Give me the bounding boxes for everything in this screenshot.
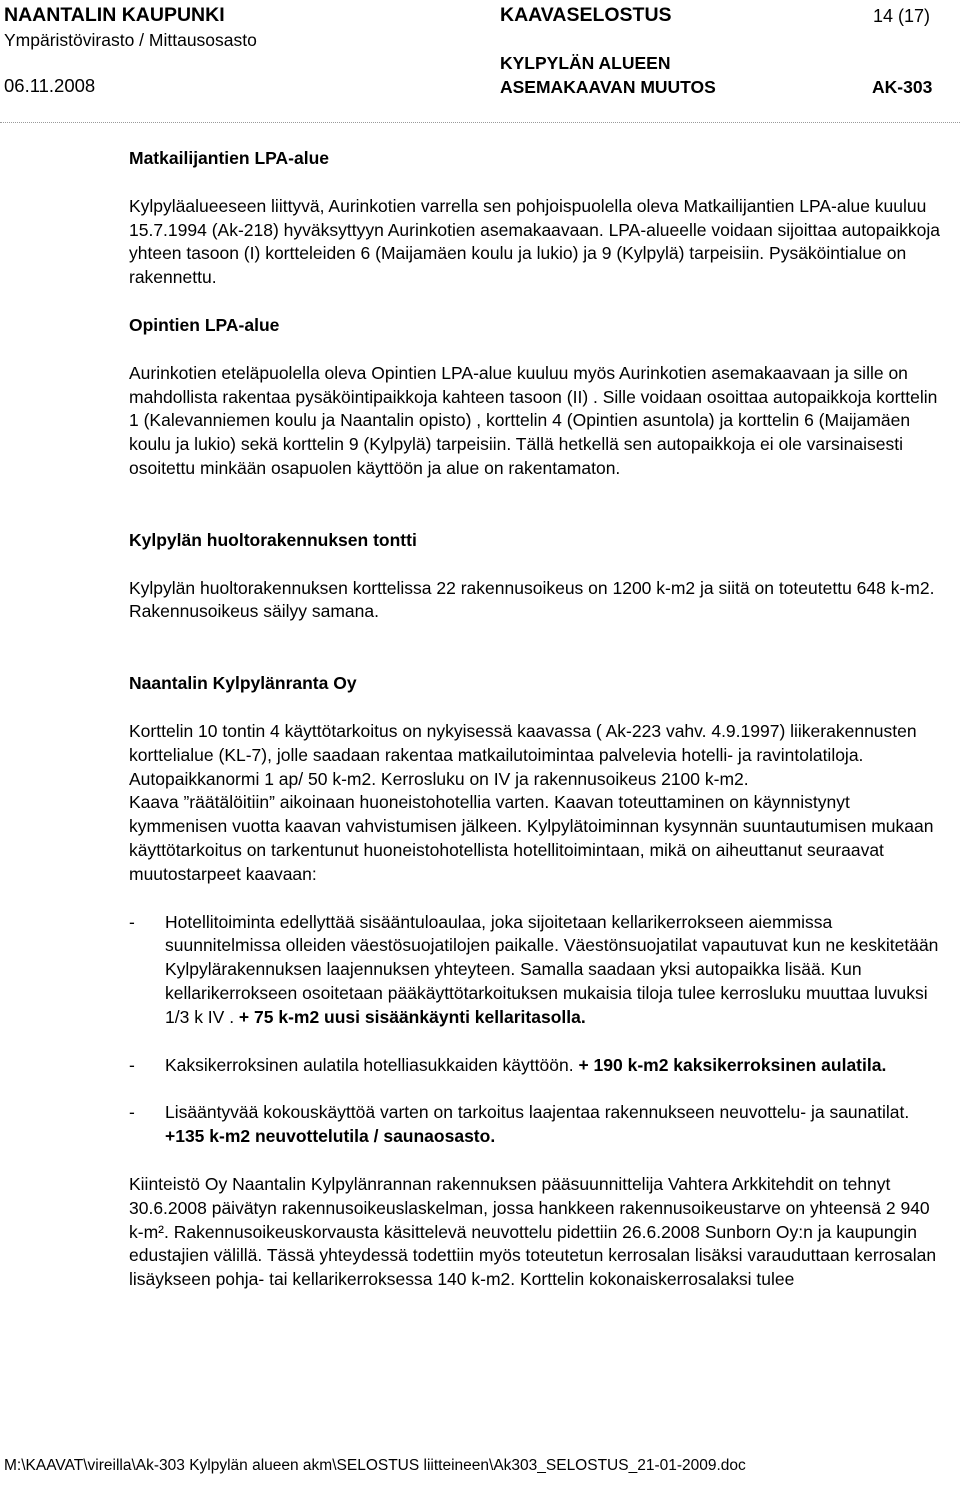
paragraph-matkailijantie: Kylpyläalueeseen liittyvä, Aurinkotien varrella sen pohjoispuolella oleva Matkailijantien LPA-alue kuuluu 15.7.1994 (Ak-218) hyväksyttyyn Aurinkotien asemakaavaan. LPA-alueelle voidaan sijoittaa autopaikkoja yhteen tasoon (I) kortteleiden 6 (Maijamäen koulu ja lukio) ja 9 (Kylpylä) tarpeisiin. Pysäköintialue on rakennettu. [129,195,940,288]
list-item-text: Kaksikerroksinen aulatila hotelliasukkaiden käyttöön. [165,1054,574,1075]
section-heading-matkailijantie: Matkailijantien LPA-alue [129,148,329,168]
document-body [129,147,945,1292]
plan-code: AK-303 [872,77,933,97]
bullet-dash: - [129,911,135,932]
paragraph-opintie: Aurinkotien eteläpuolella oleva Opintien LPA-alue kuuluu myös Aurinkotien asemakaavaan ja sille on mahdollista rakentaa pysäköintipaikkoja kahteen tasoon (II) . Sille voidaan osoittaa autopaikkoja korttelin 1 (Kalevanniemen koulu ja Naantalin opisto) , korttelin 4 (Opintien asuntola) ja korttelin 6 (Maijamäen koulu ja lukio) sekä korttelin 9 (Kylpylä) tarpeisiin. Tällä hetkellä sen autopaikkoja ei ole varsinaisesti osoitettu minkään osapuolen käyttöön ja alue on rakentamaton. [129,362,938,478]
section-heading-opintie: Opintien LPA-alue [129,314,280,335]
list-item-bold: +135 k-m2 neuvottelutila / saunaosasto. [165,1126,496,1147]
document-date: 06.11.2008 [4,75,96,96]
list-item [129,911,945,1030]
department-name: Ympäristövirasto / Mittausosasto [4,30,257,50]
footer-file-path: M:\KAAVAT\vireilla\Ak-303 Kylpylän alueen akm\SELOSTUS liitteineen\Ak303_SELOSTUS_21-01-2009.doc [4,1457,746,1474]
paragraph-kylpylanranta-3: Kiinteistö Oy Naantalin Kylpylänrannan rakennuksen pääsuunnittelija Vahtera Arkkitehdit on tehnyt 30.6.2008 päivätyn rakennusoikeuslaskelman, jossa hankkeen rakennusoikeustarve on yhteensä 2 940 k-m². Rakennusoikeuskorvausta käsittelevä neuvottelu pidettiin 26.6.2008 Sunborn Oy:n ja kaupungin edustajien välillä. Tässä yhteydessä todettiin myös toteutetun kerrosalan lisäksi varauduttaan kerrosalan lisäykseen pohja- tai kellarikerroksessa 140 k-m2. Korttelin kokonaiskerrosalaksi tulee [129,1173,937,1290]
header-divider [0,122,960,123]
paragraph-kylpylanranta-1: Korttelin 10 tontin 4 käyttötarkoitus on nykyisessä kaavassa ( Ak-223 vahv. 4.9.1997) liikerakennusten korttelialue (KL-7), jolle saadaan rakentaa matkailutoimintaa palvelevia hotelli- ja ravintolatiloja. Autopaikkanormi 1 ap/ 50 k-m2. Kerrosluku on IV ja rakennusoikeus 2100 k-m2. [129,720,917,789]
section-heading-kylpylanranta: Naantalin Kylpylänranta Oy [129,673,357,694]
bullet-dash: - [129,1102,135,1123]
list-item [129,1101,945,1149]
area-name: KYLPYLÄN ALUEEN [500,53,671,73]
list-item-text: Lisääntyvää kokouskäyttöä varten on tarkoitus laajentaa rakennukseen neuvottelu- ja saunatilat. [165,1102,910,1123]
plan-type: ASEMAKAAVAN MUUTOS [500,77,716,97]
list-item [129,1054,945,1078]
bullet-dash: - [129,1054,135,1075]
paragraph-kylpylanranta-2: Kaava ”räätälöitiin” aikoinaan huoneistohotellia varten. Kaavan toteuttaminen on käynnistynyt kymmenisen vuotta kaavan vahvistumisen jälkeen. Kylpylätoiminnan kysynnän suuntautumisen mukaan käyttötarkoitus on tarkentunut huoneistohotellista hotellitoimintaan, mikä on aiheuttanut seuraavat muutostarpeet kaavaan: [129,792,934,884]
section-heading-huoltorakennus: Kylpylän huoltorakennuksen tontti [129,529,417,550]
list-item-bold: + 75 k-m2 uusi sisäänkäynti kellaritasolla. [234,1006,586,1027]
list-item-text: Hotellitoiminta edellyttää sisääntuloaulaa, joka sijoitetaan kellarikerrokseen aiemmissa suunnitelmissa olleiden väestösuojatilojen paikalle. Väestönsuojatilat vapautuvat kun ne keskitetään Kylpylärakennuksen laajennuksen yhteyteen. Samalla saadaan yksi autopaikka lisää. Kun kellarikerrokseen osoitetaan pääkäyttötarkoituksen mukaisia tiloja tulee kerrosluku muuttaa luvuksi 1/3 k IV . [165,911,939,1027]
municipality-name: NAANTALIN KAUPUNKI [4,4,225,26]
page-number: 14 (17) [873,6,931,26]
paragraph-huoltorakennus: Kylpylän huoltorakennuksen korttelissa 22 rakennusoikeus on 1200 k-m2 ja siitä on toteutettu 648 k-m2. Rakennusoikeus säilyy samana. [129,577,935,622]
list-item-bold: + 190 k-m2 kaksikerroksinen aulatila. [573,1054,887,1075]
document-type: KAAVASELOSTUS [500,4,672,26]
